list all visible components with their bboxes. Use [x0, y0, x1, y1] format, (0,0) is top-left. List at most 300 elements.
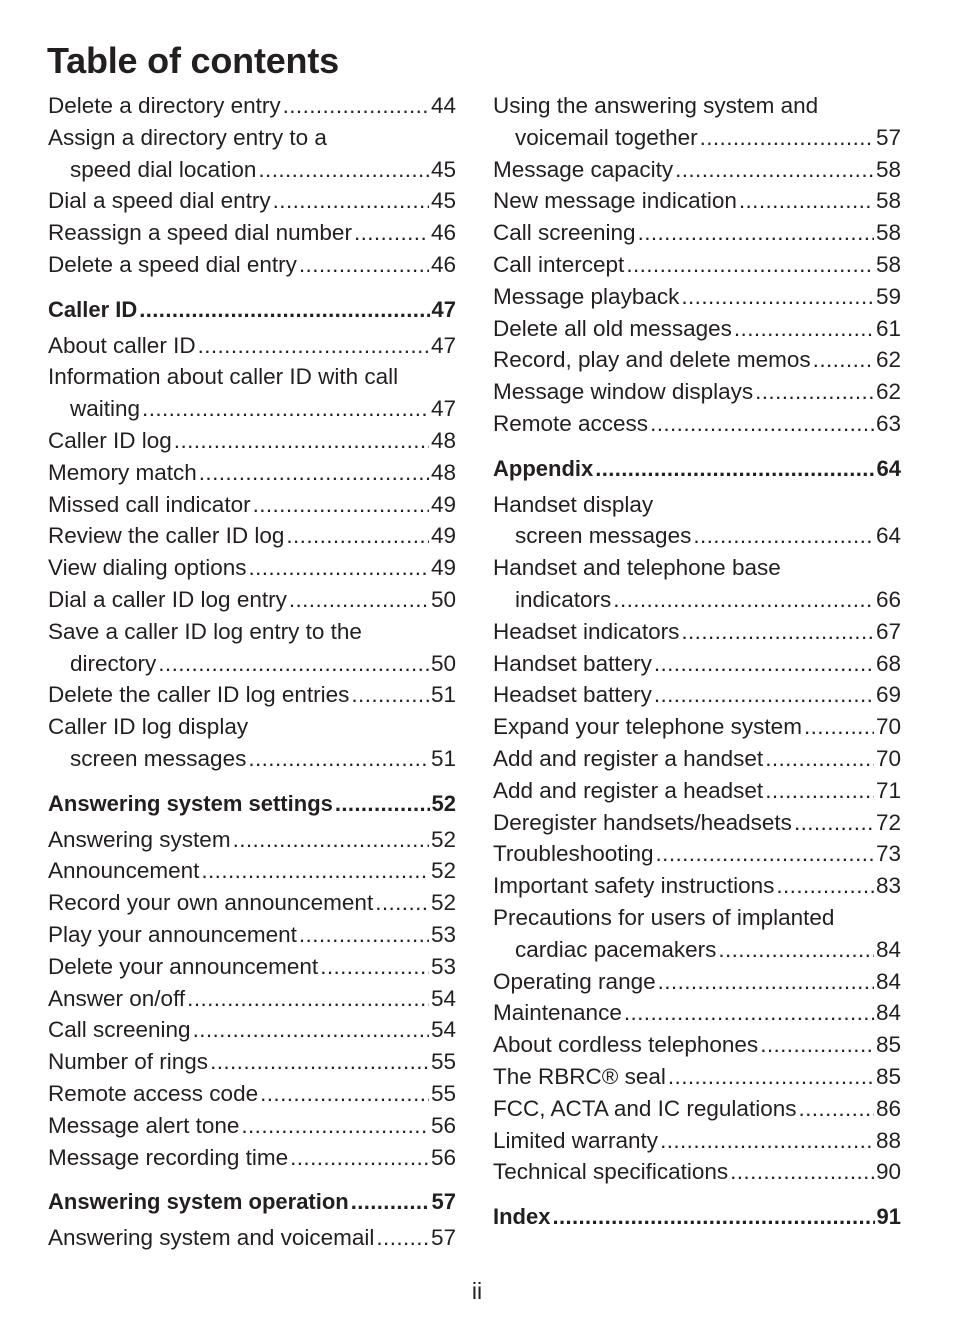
- dot-leader: [681, 616, 874, 648]
- dot-leader: [798, 1093, 874, 1125]
- toc-entry-title: Message alert tone: [48, 1112, 240, 1138]
- toc-entry-page-number: 84: [875, 936, 901, 962]
- dot-leader: [654, 648, 874, 680]
- toc-entry-title: Important safety instructions: [493, 873, 775, 899]
- toc-entry[interactable]: [48, 951, 456, 983]
- toc-entry-row: [493, 1029, 901, 1061]
- page-number: ii: [471, 1278, 483, 1304]
- toc-entry-title: Save a caller ID log entry to the: [48, 618, 362, 644]
- toc-entry-page-number: 85: [875, 1032, 901, 1058]
- toc-entry-row: [493, 679, 901, 711]
- toc-entry[interactable]: [493, 616, 901, 648]
- toc-entry-row: [48, 249, 456, 281]
- toc-entry-row: [48, 294, 456, 326]
- dot-leader: [210, 1046, 429, 1078]
- toc-entry-title: Play your announcement: [48, 921, 297, 947]
- toc-entry-title: Caller ID log: [48, 427, 172, 453]
- toc-entry-page-number: 47: [430, 396, 456, 422]
- toc-entry-row: [48, 330, 456, 362]
- toc-entry-page-number: 53: [430, 953, 456, 979]
- toc-entry[interactable]: [48, 887, 456, 919]
- toc-entry-page-number: 64: [876, 455, 901, 481]
- toc-entry-page-number: 90: [875, 1159, 901, 1185]
- dot-leader: [804, 711, 874, 743]
- toc-entry-row: [48, 824, 456, 856]
- toc-entry-page-number: 83: [875, 873, 901, 899]
- toc-entry-row: [493, 1061, 901, 1093]
- toc-entry-row: [493, 838, 901, 870]
- toc-entry-page-number: 44: [430, 93, 456, 118]
- toc-entry[interactable]: [493, 838, 901, 870]
- toc-entry-page-number: 45: [430, 156, 456, 182]
- toc-entry-title: Headset indicators: [493, 618, 680, 644]
- toc-entry-page-number: 49: [430, 491, 456, 517]
- dot-leader: [376, 1222, 429, 1254]
- toc-entry-page-number: 54: [430, 1017, 456, 1043]
- toc-entry-row: [493, 775, 901, 807]
- dot-leader: [626, 249, 874, 281]
- toc-section-heading[interactable]: [493, 1201, 901, 1233]
- toc-entry-page-number: 52: [430, 826, 456, 852]
- toc-entry-page-number: 61: [875, 315, 901, 341]
- dot-leader: [248, 552, 429, 584]
- toc-entry-page-number: 73: [875, 841, 901, 867]
- toc-entry-row: [493, 520, 901, 552]
- toc-entry[interactable]: [48, 1046, 456, 1078]
- toc-entry[interactable]: [48, 1014, 456, 1046]
- toc-entry-title: Answering system and voicemail: [48, 1225, 375, 1251]
- toc-entry[interactable]: [48, 855, 456, 887]
- toc-entry[interactable]: [493, 344, 901, 376]
- dot-leader: [730, 1156, 874, 1188]
- toc-entry-title: Review the caller ID log: [48, 523, 285, 549]
- toc-entry[interactable]: [493, 711, 901, 743]
- toc-entry-row: [48, 520, 456, 552]
- toc-entry-title: Maintenance: [493, 1000, 622, 1026]
- dot-leader: [142, 393, 429, 425]
- dot-leader: [613, 584, 874, 616]
- toc-entry-page-number: 66: [875, 586, 901, 612]
- dot-leader: [286, 520, 429, 552]
- dot-leader: [638, 217, 874, 249]
- toc-entry-title: Using the answering system and: [493, 93, 819, 118]
- toc-entry-title: Headset battery: [493, 682, 652, 708]
- toc-entry[interactable]: [48, 679, 456, 711]
- dot-leader: [233, 824, 429, 856]
- toc-entry-title: Technical specifications: [493, 1159, 729, 1185]
- toc-entry[interactable]: [493, 185, 901, 217]
- toc-entry[interactable]: [493, 679, 901, 711]
- toc-entry-row: [48, 855, 456, 887]
- toc-entry[interactable]: [48, 616, 456, 680]
- toc-section-heading[interactable]: [48, 1186, 456, 1218]
- dot-leader: [776, 870, 874, 902]
- toc-entry-page-number: 59: [875, 283, 901, 309]
- toc-entry[interactable]: [493, 902, 901, 966]
- dot-leader: [755, 376, 874, 408]
- toc-entry-row: [493, 997, 901, 1029]
- dot-leader: [253, 489, 429, 521]
- toc-entry-row: [48, 489, 456, 521]
- toc-entry[interactable]: [493, 1029, 901, 1061]
- toc-entry-row: [493, 281, 901, 313]
- toc-entry-page-number: 58: [875, 251, 901, 277]
- toc-entry-row: [493, 743, 901, 775]
- toc-entry[interactable]: [493, 154, 901, 186]
- toc-entry[interactable]: [48, 489, 456, 521]
- toc-entry[interactable]: [48, 520, 456, 552]
- toc-entry-title-continued: speed dial location: [70, 156, 257, 182]
- toc-entry-page-number: 84: [875, 968, 901, 994]
- toc-entry[interactable]: [48, 1142, 456, 1174]
- toc-entry-page-number: 63: [875, 410, 901, 436]
- dot-leader: [552, 1201, 874, 1233]
- toc-entry[interactable]: [493, 313, 901, 345]
- toc-entry-row: [48, 185, 456, 217]
- toc-entry-title: Caller ID: [48, 296, 138, 322]
- toc-entry-page-number: 58: [875, 220, 901, 246]
- toc-entry-title: About caller ID: [48, 332, 196, 358]
- toc-entry-title: Missed call indicator: [48, 491, 251, 517]
- toc-entry-row: [48, 919, 456, 951]
- toc-entry-title: FCC, ACTA and IC regulations: [493, 1095, 797, 1121]
- toc-entry-row: [48, 1110, 456, 1142]
- dot-leader: [375, 887, 429, 919]
- toc-entry[interactable]: [493, 807, 901, 839]
- toc-entry-page-number: 69: [875, 682, 901, 708]
- toc-entry-title: New message indication: [493, 188, 737, 214]
- dot-leader: [656, 838, 874, 870]
- toc-entry-page-number: 55: [430, 1080, 456, 1106]
- dot-leader: [351, 1186, 430, 1218]
- toc-entry-row: [493, 217, 901, 249]
- toc-entry-page-number: 58: [875, 156, 901, 182]
- dot-leader: [335, 788, 430, 820]
- toc-entry-page-number: 88: [875, 1127, 901, 1153]
- toc-entry[interactable]: [48, 361, 456, 425]
- dot-leader: [198, 330, 429, 362]
- toc-entry[interactable]: [493, 1156, 901, 1188]
- toc-entry-page-number: 57: [430, 1225, 456, 1251]
- toc-entry[interactable]: [493, 648, 901, 680]
- toc-entry-title: Call screening: [48, 1017, 191, 1043]
- toc-entry-page-number: 56: [430, 1144, 456, 1170]
- toc-entry-row: [48, 154, 456, 186]
- toc-entry-row: [48, 457, 456, 489]
- toc-entry-title: Delete the caller ID log entries: [48, 682, 350, 708]
- toc-entry[interactable]: [48, 983, 456, 1015]
- toc-entry-page-number: 48: [430, 459, 456, 485]
- toc-right-column: [493, 90, 901, 1233]
- toc-entry[interactable]: [493, 281, 901, 313]
- toc-entry[interactable]: [48, 122, 456, 186]
- dot-leader: [624, 997, 874, 1029]
- toc-entry[interactable]: [48, 1078, 456, 1110]
- toc-entry[interactable]: [493, 489, 901, 553]
- toc-entry-title: Handset display: [493, 491, 654, 517]
- toc-entry-page-number: 62: [875, 347, 901, 373]
- toc-entry[interactable]: [493, 1093, 901, 1125]
- toc-entry[interactable]: [493, 376, 901, 408]
- toc-entry[interactable]: [48, 185, 456, 217]
- dot-leader: [187, 983, 429, 1015]
- toc-entry-row: [493, 616, 901, 648]
- toc-entry-title: Deregister handsets/headsets: [493, 809, 792, 835]
- toc-entry-title: Handset battery: [493, 650, 652, 676]
- toc-entry-page-number: 71: [875, 777, 901, 803]
- toc-entry-row: [493, 1156, 901, 1188]
- toc-entry-page-number: 52: [430, 890, 456, 916]
- dot-leader: [299, 919, 429, 951]
- toc-entry[interactable]: [48, 824, 456, 856]
- toc-entry-row: [493, 1125, 901, 1157]
- toc-entry-title: Caller ID log display: [48, 714, 249, 740]
- toc-entry-title: Answering system: [48, 826, 231, 852]
- toc-entry-title: Memory match: [48, 459, 197, 485]
- toc-entry-title-continued: screen messages: [70, 745, 247, 771]
- dot-leader: [299, 249, 429, 281]
- toc-entry-title: Expand your telephone system: [493, 714, 802, 740]
- toc-entry[interactable]: [493, 1125, 901, 1157]
- dot-leader: [654, 679, 874, 711]
- toc-entry-page-number: 72: [875, 809, 901, 835]
- toc-entry-page-number: 49: [430, 523, 456, 549]
- dot-leader: [258, 154, 429, 186]
- toc-entry-title-continued: screen messages: [515, 523, 692, 549]
- toc-entry-title: Answering system operation: [48, 1189, 349, 1215]
- toc-entry-row: [493, 870, 901, 902]
- toc-entry-page-number: 55: [430, 1049, 456, 1075]
- toc-entry-page-number: 57: [431, 1189, 456, 1215]
- toc-entry[interactable]: [48, 919, 456, 951]
- dot-leader: [681, 281, 874, 313]
- toc-entry-title: Remote access: [493, 410, 649, 436]
- toc-entry-row: [493, 807, 901, 839]
- toc-section-heading[interactable]: [48, 294, 456, 326]
- toc-entry-row: [48, 788, 456, 820]
- dot-leader: [739, 185, 874, 217]
- toc-entry-row: [48, 983, 456, 1015]
- toc-entry-title: Handset and telephone base: [493, 555, 781, 581]
- toc-entry-page-number: 62: [875, 379, 901, 405]
- toc-entry[interactable]: [48, 1222, 456, 1254]
- toc-section-heading[interactable]: [493, 453, 901, 485]
- toc-entry-page-number: 70: [875, 745, 901, 771]
- toc-entry-page-number: 86: [875, 1095, 901, 1121]
- dot-leader: [668, 1061, 874, 1093]
- toc-entry-page-number: 56: [430, 1112, 456, 1138]
- toc-entry[interactable]: [48, 1110, 456, 1142]
- toc-entry-title: Answering system settings: [48, 790, 333, 816]
- toc-entry[interactable]: [48, 711, 456, 775]
- toc-entry-page-number: 70: [875, 714, 901, 740]
- toc-entry-title: Remote access code: [48, 1080, 259, 1106]
- toc-entry-row: [493, 648, 901, 680]
- toc-entry-row: [493, 584, 901, 616]
- toc-entry-row: [48, 425, 456, 457]
- toc-entry[interactable]: [48, 457, 456, 489]
- toc-entry-row: [493, 313, 901, 345]
- toc-entry-row: [493, 966, 901, 998]
- toc-entry-title-continued: waiting: [70, 396, 141, 422]
- dot-leader: [158, 648, 429, 680]
- dot-leader: [760, 1029, 874, 1061]
- toc-entry[interactable]: [48, 425, 456, 457]
- toc-entry[interactable]: [493, 552, 901, 616]
- toc-entry-page-number: 50: [430, 586, 456, 612]
- dot-leader: [354, 217, 429, 249]
- toc-entry-page-number: 53: [430, 921, 456, 947]
- dot-leader: [289, 584, 429, 616]
- toc-entry-title: Troubleshooting: [493, 841, 654, 867]
- toc-entry-page-number: 45: [430, 188, 456, 214]
- toc-entry-page-number: 47: [430, 332, 456, 358]
- dot-leader: [765, 775, 874, 807]
- dot-leader: [794, 807, 874, 839]
- dot-leader: [718, 934, 874, 966]
- toc-entry-row: [48, 1142, 456, 1174]
- toc-entry-page-number: 46: [430, 251, 456, 277]
- dot-leader: [241, 1110, 429, 1142]
- toc-entry[interactable]: [493, 997, 901, 1029]
- dot-leader: [351, 679, 429, 711]
- toc-entry-title: Information about caller ID with call: [48, 364, 399, 390]
- toc-entry-row: [493, 154, 901, 186]
- toc-left-column: [48, 90, 456, 1254]
- toc-entry-title: Assign a directory entry to a: [48, 124, 327, 150]
- dot-leader: [595, 453, 874, 485]
- toc-entry[interactable]: [493, 90, 901, 154]
- toc-entry-title: Delete your announcement: [48, 953, 319, 979]
- toc-entry-title: Record, play and delete memos: [493, 347, 811, 373]
- toc-entry-page-number: 57: [875, 124, 901, 150]
- toc-entry-title: Number of rings: [48, 1049, 209, 1075]
- toc-entry-title: Message recording time: [48, 1144, 289, 1170]
- toc-entry-title-continued: indicators: [515, 586, 612, 612]
- toc-entry-row: [48, 887, 456, 919]
- toc-entry-title: About cordless telephones: [493, 1032, 759, 1058]
- toc-entry[interactable]: [48, 584, 456, 616]
- toc-entry[interactable]: [493, 1061, 901, 1093]
- toc-entry-page-number: 64: [875, 523, 901, 549]
- toc-entry-title: Delete all old messages: [493, 315, 732, 341]
- toc-entry-title: Message window displays: [493, 379, 754, 405]
- toc-entry-title: Limited warranty: [493, 1127, 659, 1153]
- toc-entry-title: Add and register a handset: [493, 745, 764, 771]
- toc-entry-page-number: 48: [430, 427, 456, 453]
- toc-entry-row: [48, 552, 456, 584]
- toc-entry-row: [48, 90, 456, 122]
- toc-entry-row: [48, 1046, 456, 1078]
- toc-entry-title: View dialing options: [48, 555, 247, 581]
- toc-entry-row: [48, 648, 456, 680]
- toc-entry-title-continued: cardiac pacemakers: [515, 936, 717, 962]
- dot-leader: [273, 185, 429, 217]
- toc-entry-title-continued: voicemail together: [515, 124, 698, 150]
- toc-entry-title: The RBRC® seal: [493, 1063, 666, 1089]
- dot-leader: [193, 1014, 429, 1046]
- dot-leader: [283, 90, 429, 122]
- toc-entry[interactable]: [493, 743, 901, 775]
- dot-leader: [813, 344, 874, 376]
- toc-entry-row: [493, 344, 901, 376]
- toc-entry[interactable]: [48, 330, 456, 362]
- toc-entry-page-number: 67: [875, 618, 901, 644]
- page-title: Table of contents: [47, 40, 339, 81]
- toc-entry-row: [48, 951, 456, 983]
- toc-entry-row: [48, 1186, 456, 1218]
- toc-entry[interactable]: [48, 249, 456, 281]
- toc-entry-page-number: 58: [875, 188, 901, 214]
- toc-entry[interactable]: [493, 966, 901, 998]
- toc-entry[interactable]: [48, 552, 456, 584]
- toc-entry-title: Call intercept: [493, 251, 625, 277]
- toc-entry-page-number: 52: [430, 858, 456, 884]
- toc-entry-row: [493, 934, 901, 966]
- toc-entry-row: [48, 584, 456, 616]
- toc-entry-title: Announcement: [48, 858, 200, 884]
- toc-section-heading[interactable]: [48, 788, 456, 820]
- dot-leader: [658, 966, 874, 998]
- toc-entry-title: Call screening: [493, 220, 636, 246]
- dot-leader: [174, 425, 429, 457]
- toc-entry-row: [48, 679, 456, 711]
- toc-entry-title: Appendix: [493, 455, 594, 481]
- toc-entry-page-number: 46: [430, 220, 456, 246]
- toc-entry[interactable]: [48, 90, 456, 122]
- toc-entry-row: [48, 1014, 456, 1046]
- toc-entry-title: Delete a directory entry: [48, 93, 281, 118]
- dot-leader: [734, 313, 874, 345]
- toc-entry-title: Record your own announcement: [48, 890, 374, 916]
- toc-entry[interactable]: [493, 408, 901, 440]
- toc-entry-title: Reassign a speed dial number: [48, 220, 352, 246]
- toc-entry-title-continued: directory: [70, 650, 157, 676]
- toc-entry-page-number: 50: [430, 650, 456, 676]
- dot-leader: [700, 122, 874, 154]
- toc-entry[interactable]: [493, 775, 901, 807]
- toc-entry-title: Index: [493, 1204, 551, 1230]
- toc-entry-page-number: 52: [431, 790, 456, 816]
- toc-entry-row: [48, 743, 456, 775]
- dot-leader: [260, 1078, 429, 1110]
- dot-leader: [201, 855, 429, 887]
- dot-leader: [320, 951, 429, 983]
- toc-entry-row: [493, 249, 901, 281]
- toc-entry-title: Operating range: [493, 968, 656, 994]
- toc-entry-page-number: 91: [876, 1204, 901, 1230]
- toc-entry[interactable]: [48, 217, 456, 249]
- toc-entry-page-number: 51: [430, 745, 456, 771]
- toc-entry-page-number: 51: [430, 682, 456, 708]
- toc-entry[interactable]: [493, 217, 901, 249]
- toc-entry[interactable]: [493, 870, 901, 902]
- toc-entry-page-number: 49: [430, 555, 456, 581]
- toc-entry-title: Dial a caller ID log entry: [48, 586, 287, 612]
- toc-entry-row: [493, 711, 901, 743]
- toc-entry-page-number: 85: [875, 1063, 901, 1089]
- dot-leader: [660, 1125, 874, 1157]
- dot-leader: [675, 154, 874, 186]
- dot-leader: [199, 457, 429, 489]
- toc-entry-page-number: 68: [875, 650, 901, 676]
- toc-entry-title: Add and register a headset: [493, 777, 764, 803]
- toc-entry-title: Precautions for users of implanted: [493, 904, 835, 930]
- dot-leader: [650, 408, 874, 440]
- toc-entry-row: [48, 1222, 456, 1254]
- toc-entry[interactable]: [493, 249, 901, 281]
- toc-entry-row: [493, 1201, 901, 1233]
